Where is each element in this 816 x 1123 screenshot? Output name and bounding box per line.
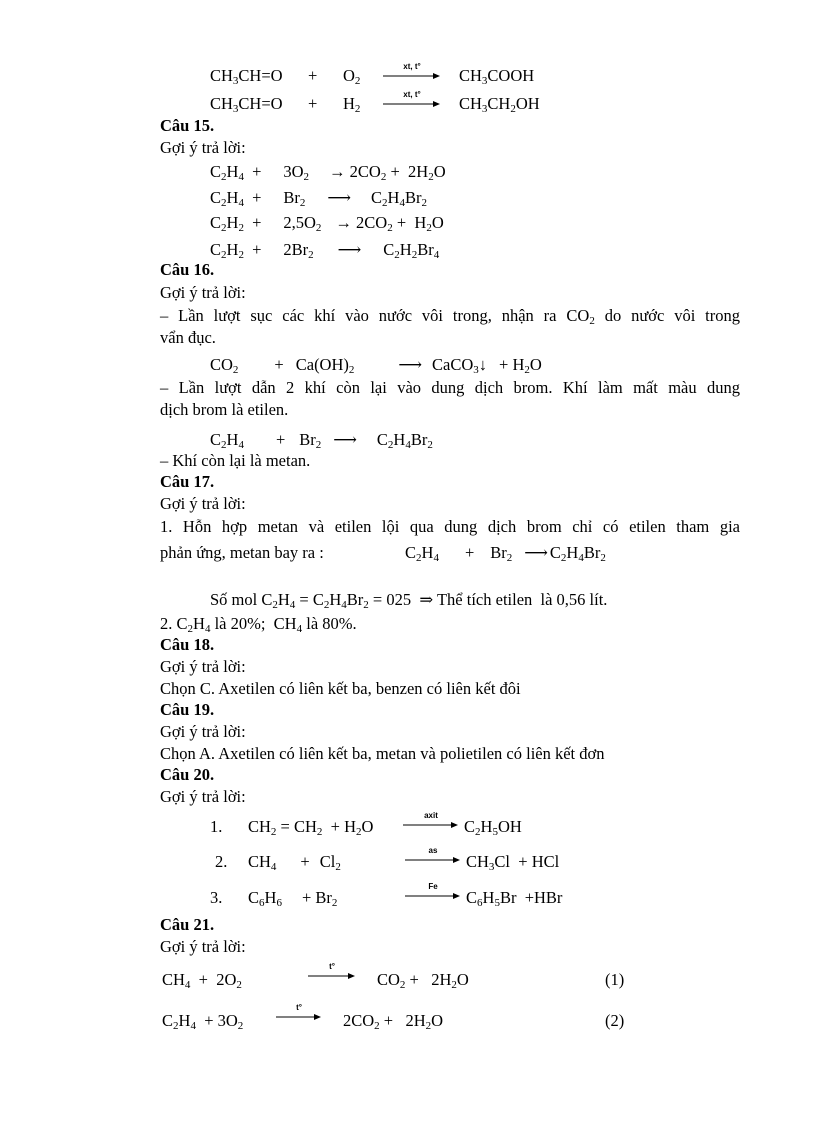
q15-heading: Câu 15. [160, 116, 215, 135]
arrow-icon [405, 892, 461, 900]
q20-hint: Gợi ý trả lời: [160, 787, 246, 806]
q20-eq3-num: 3. [210, 888, 223, 907]
arrow-icon [276, 1013, 322, 1021]
q20-eq2-num: 2. [215, 852, 228, 871]
q18-hint: Gợi ý trả lời: [160, 657, 246, 676]
q17-p2: 2. $C_2H_4$ là 20%; $CH_4$ là 80%. [160, 614, 357, 635]
q20-heading: Câu 20. [160, 765, 215, 784]
q17-p1b: phản ứng, metan bay ra : [160, 543, 324, 562]
q20-eq3-lhs: $C_6H_6 + Br_2$ [248, 888, 338, 909]
q21-eq1-lhs: $CH_4 + 2O_2$ [162, 970, 242, 991]
arrow-icon [405, 856, 461, 864]
q17-heading: Câu 17. [160, 472, 215, 491]
q20-eq1-num: 1. [210, 817, 223, 836]
q20-eq2-rhs: $CH_3Cl$ + HCl [466, 852, 560, 873]
q21-eq2-tag: (2) [605, 1011, 625, 1030]
q16-eq1: $CO_2 + Ca(OH)_2$ ⟶ CaCO$_3$↓ + $H_2O$ [210, 355, 542, 376]
q19-heading: Câu 19. [160, 700, 215, 719]
intro-r1 [210, 66, 361, 87]
q15-eq1: $C_2H_4 + 3O_2 \to 2CO_2 + 2H_2O$ [210, 162, 446, 183]
q16-p2a: – Lần lượt dẫn 2 khí còn lại vào dung dịch brom. Khí làm mất màu dung [160, 378, 740, 397]
q21-eq1-cond: t° [329, 962, 335, 971]
q21-eq1-tag: (1) [605, 970, 625, 989]
intro-r2 [210, 94, 361, 115]
intro-r2-product: $CH_3CH_2OH$ [459, 94, 540, 115]
q20-eq3-arrow [405, 882, 461, 900]
intro-r1-left: $CH_3CH=O$ [210, 66, 283, 87]
q21-eq2-rhs: $2CO_2 + 2H_2O$ [343, 1011, 444, 1032]
arrow-icon [403, 821, 459, 829]
intro-r2-cond: xt, t° [403, 90, 421, 99]
q16-eq2: $C_2H_4 + Br_2$ ⟶ $C_2H_4Br_2$ [210, 430, 433, 451]
q20-eq3-cond: Fe [428, 882, 438, 891]
q17-p1a: 1. Hỗn hợp metan và etilen lội qua dung dịch brom chỉ có etilen tham gia [160, 517, 740, 536]
intro-r2-left: $CH_3CH=O$ [210, 94, 283, 115]
q20-eq1-lhs: $CH_2 = CH_2 + H_2O$ [248, 817, 374, 838]
intro-r2-arrow [383, 90, 441, 108]
q20-eq2-lhs: $CH_4 + Cl_2$ [248, 852, 341, 873]
q19-answer: Chọn A. Axetilen có liên kết ba, metan và polietilen có liên kết đơn [160, 744, 605, 763]
q21-eq2-lhs: $C_2H_4 + 3O_2$ [162, 1011, 244, 1032]
q21-eq2-arrow [276, 1003, 322, 1021]
q16-hint: Gợi ý trả lời: [160, 283, 246, 302]
q16-p1b: vẩn đục. [160, 328, 216, 347]
intro-r1-plus: + [308, 66, 318, 85]
q20-eq1-cond: axit [424, 811, 438, 820]
arrow-icon [383, 100, 441, 108]
intro-r1-arrow [383, 62, 441, 80]
intro-r1-right: $O_2$ [343, 66, 361, 87]
arrow-icon [383, 72, 441, 80]
q17-mol: Số mol $C_2H_4 = C_2H_4Br_2 = 025$ ⇒ Thể tích etilen là 0,56 lít. [210, 590, 608, 611]
q15-eq3: $C_2H_2 + 2,5O_2 \to 2CO_2 + H_2O$ [210, 213, 444, 234]
intro-r2-right: $H_2$ [343, 94, 361, 115]
q21-eq1-arrow [308, 962, 356, 980]
q21-eq1-rhs: $CO_2 + 2H_2O$ [377, 970, 469, 991]
q17-eq: $C_2H_4 + Br_2$ ⟶ $C_2H_4Br_2$ [405, 543, 606, 564]
q20-eq3-rhs: $C_6H_5Br +HBr$ [466, 888, 563, 909]
arrow-icon [308, 972, 356, 980]
q16-p3: – Khí còn lại là metan. [160, 451, 311, 470]
q20-eq2-arrow [405, 846, 461, 864]
intro-r1-cond: xt, t° [403, 62, 421, 71]
q21-eq2-cond: t° [296, 1003, 302, 1012]
q16-p2b: dịch brom là etilen. [160, 400, 289, 419]
q20-eq1-rhs: $C_2H_5OH$ [464, 817, 522, 838]
intro-r1-product: $CH_3COOH$ [459, 66, 535, 87]
q18-heading: Câu 18. [160, 635, 215, 654]
q16-p1a: – Lần lượt sục các khí vào nước vôi trong, nhận ra $CO_2$ do nước vôi trong [160, 306, 740, 327]
q21-heading: Câu 21. [160, 915, 215, 934]
q21-hint: Gợi ý trả lời: [160, 937, 246, 956]
q17-hint: Gợi ý trả lời: [160, 494, 246, 513]
q19-hint: Gợi ý trả lời: [160, 722, 246, 741]
q15-eq4: $C_2H_2 + 2Br_2$ ⟶ $C_2H_2Br_4$ [210, 240, 440, 261]
q20-eq1-arrow [403, 811, 459, 829]
q20-eq2-cond: as [428, 846, 438, 855]
q16-heading: Câu 16. [160, 260, 215, 279]
q15-hint: Gợi ý trả lời: [160, 138, 246, 157]
intro-r2-plus: + [308, 94, 318, 113]
q15-eq2: $C_2H_4 + Br_2$ ⟶ $C_2H_4Br_2$ [210, 188, 427, 209]
q18-answer: Chọn C. Axetilen có liên kết ba, benzen có liên kết đôi [160, 679, 521, 698]
